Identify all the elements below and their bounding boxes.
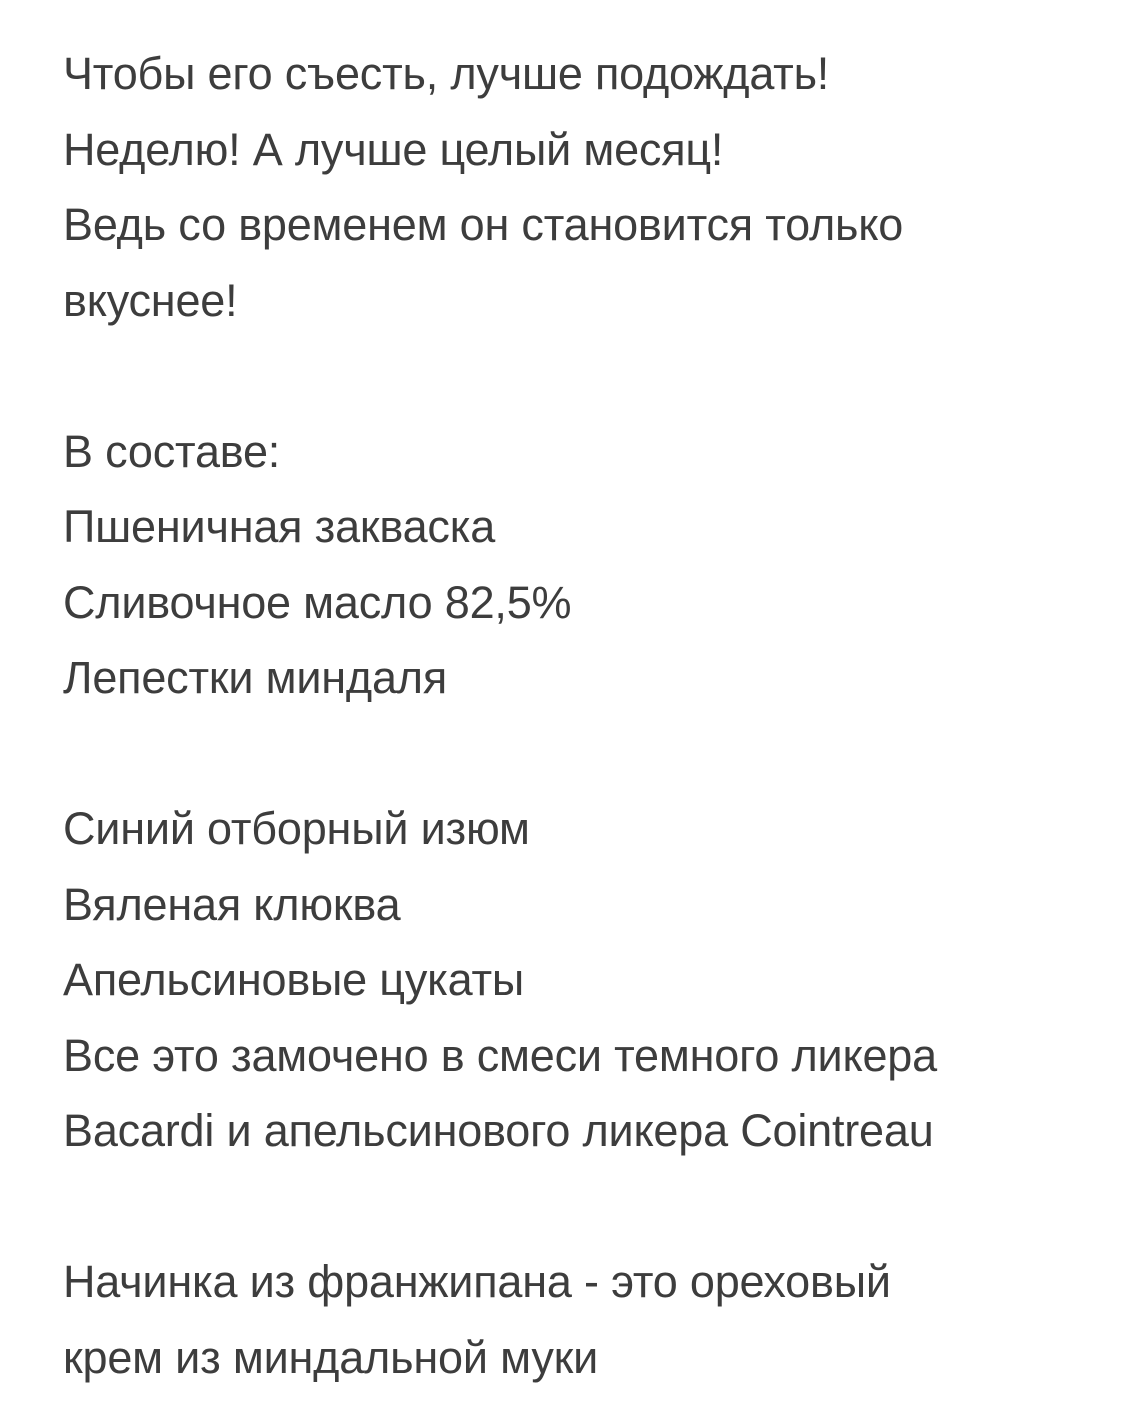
- intro-line-1: Чтобы его съесть, лучше подождать!: [63, 48, 830, 99]
- intro-line-2: Неделю! А лучше целый месяц!: [63, 123, 724, 175]
- ingredient-line: Лепестки миндаля: [63, 652, 448, 703]
- ingredient-line: Все это замочено в смеси темного ликера: [63, 1029, 937, 1081]
- paragraph-spacer: [63, 716, 1123, 792]
- ingredient-line: Вяленая клюква: [63, 878, 401, 930]
- composition-title: В составе:: [63, 425, 281, 477]
- ingredient-line: Сливочное масло 82,5%: [63, 576, 572, 628]
- filling-line-2: крем из миндальной муки: [63, 1331, 599, 1383]
- paragraph-spacer: [63, 1169, 1123, 1245]
- intro-line-4: вкуснее!: [63, 274, 238, 326]
- paragraph-spacer: [63, 338, 1123, 414]
- intro-line-3: Ведь со временем он становится только: [63, 199, 904, 250]
- ingredient-line: Синий отборный изюм: [63, 803, 530, 854]
- ingredient-line: Пшеничная закваска: [63, 501, 496, 552]
- ingredient-line: Bacardi и апельсинового ликера Cointreau: [63, 1105, 934, 1156]
- ingredient-line: Апельсиновые цукаты: [63, 954, 525, 1005]
- note-text-body: [63, 36, 1123, 1395]
- filling-line-1: Начинка из франжипана - это ореховый: [63, 1256, 891, 1307]
